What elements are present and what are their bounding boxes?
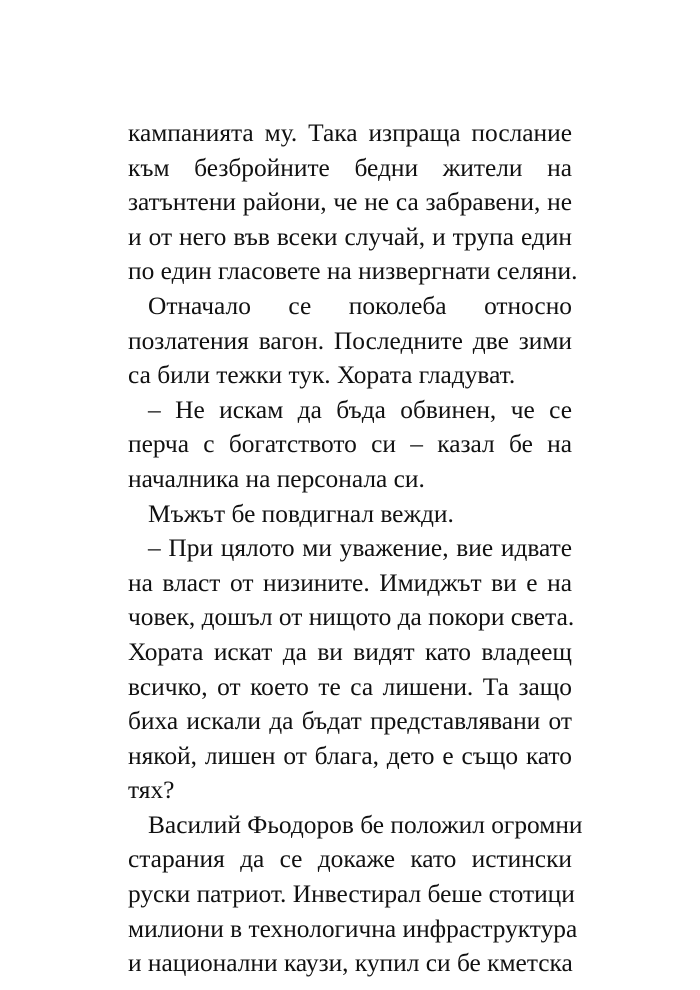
text-line: тях? (128, 776, 175, 805)
text-line: човек, дошъл от нищото да покори света. (128, 603, 575, 632)
paragraph (128, 289, 572, 393)
text-line: старания да се докаже като истински (128, 845, 572, 874)
text-line: са били тежки тук. Хората гладуват. (128, 361, 516, 390)
text-line: всичко, от което те са лишени. Та защо (128, 672, 572, 701)
paragraph (128, 808, 583, 981)
text-line: милиони в технологична инфраструктура (128, 914, 578, 943)
dialogue-paragraph (128, 393, 572, 497)
text-line: на власт от низините. Имиджът ви е на (128, 568, 572, 597)
paragraph (128, 116, 578, 289)
text-line: към безбройните бедни жители на (128, 153, 572, 182)
text-line: някой, лишен от блага, дето е също като (128, 741, 572, 770)
text-line: Василий Фьодоров бе положил огромни (148, 810, 583, 839)
text-line: затънтени райони, че не са забравени, не (128, 188, 572, 217)
paragraph (128, 497, 572, 532)
text-line: Хората искат да ви видят като владеещ (128, 637, 572, 666)
text-line: – При цялото ми уважение, вие идвате (148, 534, 572, 563)
dialogue-paragraph (128, 531, 575, 808)
text-line: по един гласовете на низвергнати селяни. (128, 257, 578, 286)
text-line: Отначало се поколеба относно (148, 291, 572, 320)
text-line: – Не искам да бъда обвинен, че се (148, 395, 572, 424)
page-body-text (128, 116, 583, 981)
text-line: перча с богатството си – казал бе на (128, 430, 572, 459)
text-line: руски патриот. Инвестирал беше стотици (128, 880, 575, 909)
text-line: началника на персонала си. (128, 464, 425, 493)
text-line: биха искали да бъдат представлявани от (128, 707, 572, 736)
text-line: кампанията му. Така изпраща послание (128, 119, 572, 147)
text-line: Мъжът бе повдигнал вежди. (148, 499, 454, 528)
text-line: и от него във всеки случай, и трупа един (128, 222, 572, 251)
text-line: позлатения вагон. Последните две зими (128, 326, 572, 355)
text-line: и национални каузи, купил си бе кметска (128, 949, 573, 978)
